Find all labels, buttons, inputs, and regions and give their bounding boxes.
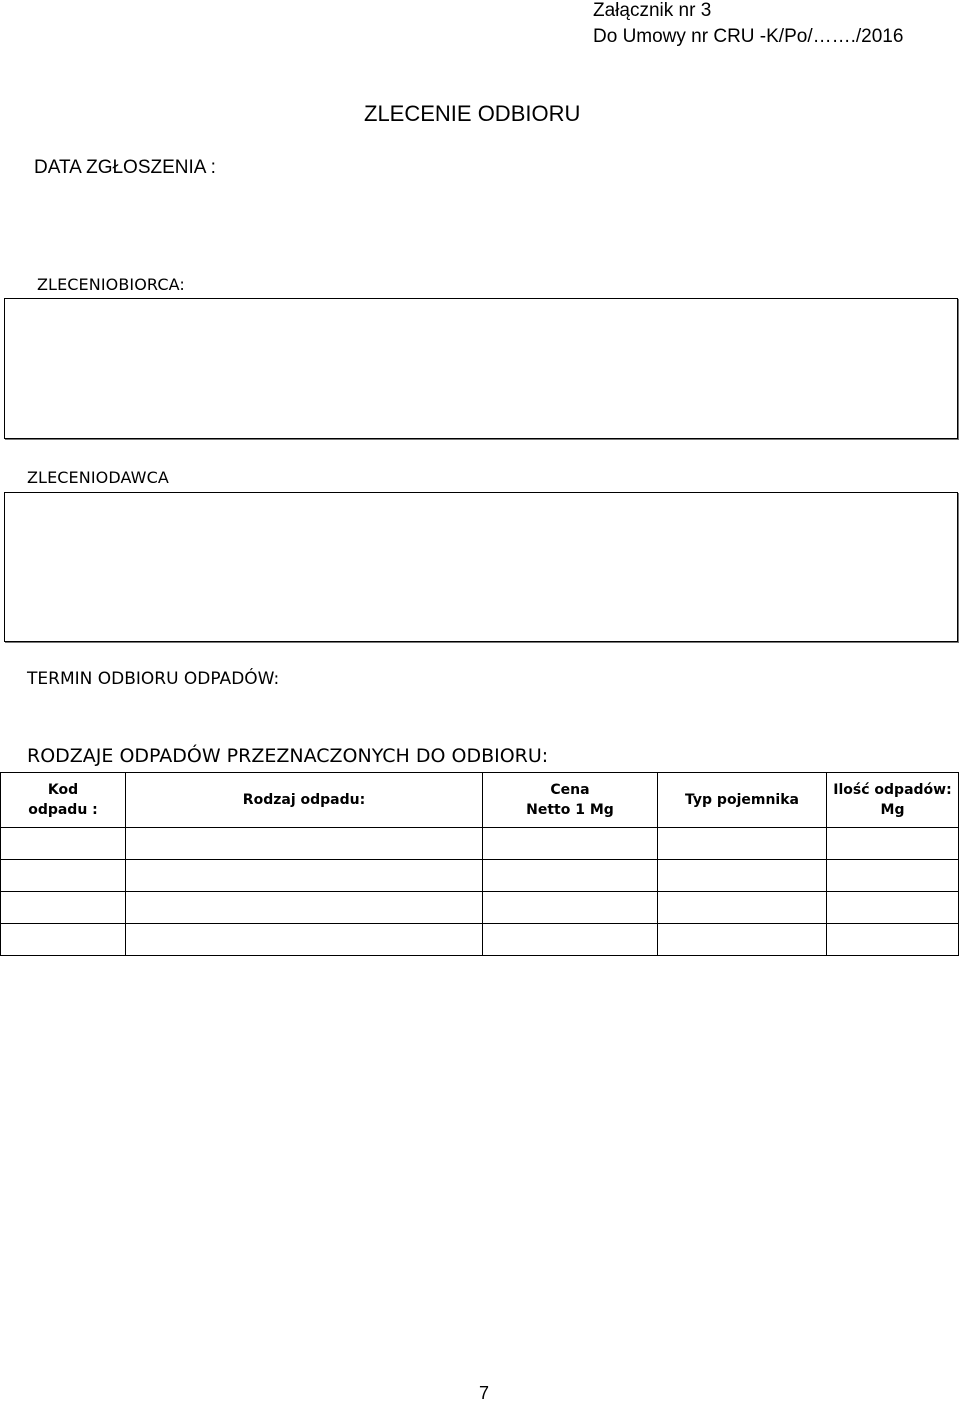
document-title: ZLECENIE ODBIORU bbox=[364, 101, 581, 126]
table-cell[interactable] bbox=[658, 892, 827, 924]
table-cell[interactable] bbox=[827, 828, 959, 860]
table-cell[interactable] bbox=[827, 860, 959, 892]
table-cell[interactable] bbox=[827, 892, 959, 924]
table-cell[interactable] bbox=[483, 860, 658, 892]
table-cell[interactable] bbox=[658, 860, 827, 892]
table-cell[interactable] bbox=[126, 860, 483, 892]
table-cell[interactable] bbox=[483, 892, 658, 924]
table-row bbox=[1, 860, 959, 892]
contractor-field[interactable] bbox=[4, 298, 958, 439]
table-cell[interactable] bbox=[827, 924, 959, 956]
table-cell[interactable] bbox=[1, 860, 126, 892]
table-cell[interactable] bbox=[483, 828, 658, 860]
table-cell[interactable] bbox=[658, 828, 827, 860]
page-number: 7 bbox=[479, 1383, 490, 1403]
table-row bbox=[1, 828, 959, 860]
pickup-term-label: TERMIN ODBIORU ODPADÓW: bbox=[27, 669, 280, 689]
table-cell[interactable] bbox=[126, 892, 483, 924]
table-cell[interactable] bbox=[1, 924, 126, 956]
table-row bbox=[1, 924, 959, 956]
client-field[interactable] bbox=[4, 492, 958, 642]
contractor-label: ZLECENIOBIORCA: bbox=[37, 275, 185, 294]
column-header-waste-type: Rodzaj odpadu: bbox=[126, 773, 483, 828]
waste-types-heading: RODZAJE ODPADÓW PRZEZNACZONYCH DO ODBIORU: bbox=[27, 745, 549, 767]
client-label: ZLECENIODAWCA bbox=[27, 468, 169, 487]
column-header-waste-code: Kod odpadu : bbox=[1, 773, 126, 828]
column-header-net-price: Cena Netto 1 Mg bbox=[483, 773, 658, 828]
table-cell[interactable] bbox=[126, 828, 483, 860]
table-cell[interactable] bbox=[1, 828, 126, 860]
table-cell[interactable] bbox=[658, 924, 827, 956]
table-cell[interactable] bbox=[1, 892, 126, 924]
table-header-row bbox=[1, 773, 959, 828]
table-row bbox=[1, 892, 959, 924]
contract-reference: Do Umowy nr CRU -K/Po/……./2016 bbox=[593, 26, 904, 47]
column-header-container-type: Typ pojemnika bbox=[658, 773, 827, 828]
table-cell[interactable] bbox=[126, 924, 483, 956]
annex-number: Załącznik nr 3 bbox=[593, 0, 712, 21]
report-date-label: DATA ZGŁOSZENIA : bbox=[34, 157, 216, 178]
column-header-waste-quantity: Ilość odpadów: Mg bbox=[827, 773, 959, 828]
table-cell[interactable] bbox=[483, 924, 658, 956]
waste-table bbox=[0, 772, 959, 956]
